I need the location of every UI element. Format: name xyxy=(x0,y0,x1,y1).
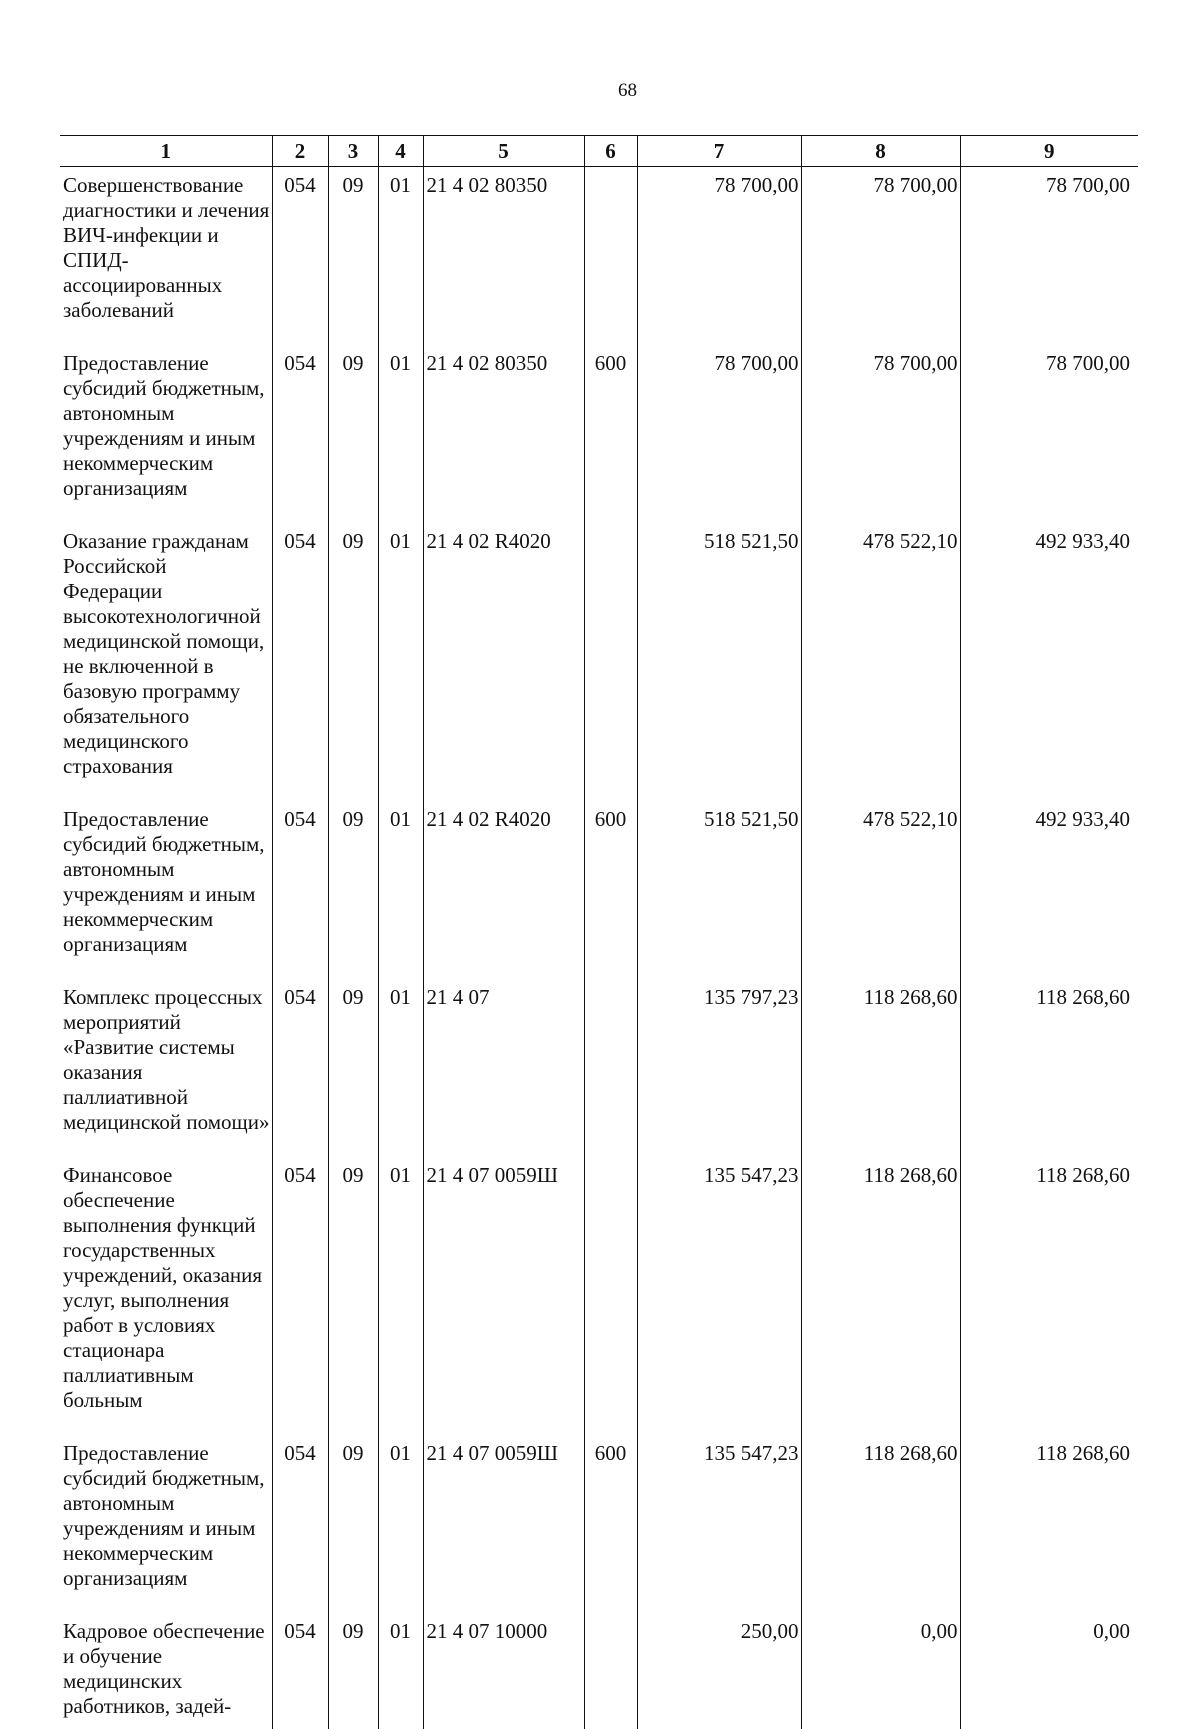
cell-col-8: 478 522,10 xyxy=(801,523,960,801)
cell-col-3: 09 xyxy=(328,1613,378,1729)
cell-col-7: 78 700,00 xyxy=(637,167,801,346)
cell-col-6 xyxy=(584,523,637,801)
cell-col-9: 78 700,00 xyxy=(960,167,1138,346)
cell-col-9: 78 700,00 xyxy=(960,345,1138,523)
header-col-8: 8 xyxy=(801,136,960,167)
cell-col-8: 118 268,60 xyxy=(801,1157,960,1435)
cell-col-6 xyxy=(584,167,637,346)
cell-col-9: 492 933,40 xyxy=(960,523,1138,801)
header-col-4: 4 xyxy=(378,136,423,167)
header-col-7: 7 xyxy=(637,136,801,167)
cell-col-6: 600 xyxy=(584,1435,637,1613)
cell-col-4: 01 xyxy=(378,1435,423,1613)
cell-col-6 xyxy=(584,1613,637,1729)
header-col-2: 2 xyxy=(272,136,328,167)
table-row xyxy=(60,167,1138,346)
cell-col-7: 518 521,50 xyxy=(637,801,801,979)
table-row xyxy=(60,979,1138,1157)
row-name: Оказание гражданам Российской Федерации высокотехнологичной медицинской помощи, не включенной в базовую программу обязательного медицинского страхования xyxy=(63,529,265,778)
cell-col-8: 118 268,60 xyxy=(801,979,960,1157)
row-name: Предоставление субсидий бюджетным, автономным учреждениям и иным некоммерческим организациям xyxy=(63,1441,265,1590)
cell-col-5: 21 4 02 R4020 xyxy=(423,801,584,979)
cell-col-3: 09 xyxy=(328,167,378,346)
cell-col-8: 78 700,00 xyxy=(801,345,960,523)
cell-col-7: 135 797,23 xyxy=(637,979,801,1157)
table-row xyxy=(60,801,1138,979)
cell-col-3: 09 xyxy=(328,345,378,523)
cell-col-8: 78 700,00 xyxy=(801,167,960,346)
cell-col-5: 21 4 07 xyxy=(423,979,584,1157)
cell-col-7: 78 700,00 xyxy=(637,345,801,523)
row-name: Кадровое обеспечение и обучение медицинских работников, задей- xyxy=(63,1619,265,1718)
cell-col-2: 054 xyxy=(272,345,328,523)
header-row xyxy=(60,136,1138,167)
row-name: Комплекс процессных мероприятий «Развитие системы оказания паллиативной медицинской помощи» xyxy=(63,985,270,1134)
cell-col-4: 01 xyxy=(378,979,423,1157)
cell-col-5: 21 4 02 80350 xyxy=(423,167,584,346)
cell-col-2: 054 xyxy=(272,1157,328,1435)
cell-col-9: 118 268,60 xyxy=(960,1157,1138,1435)
cell-col-5: 21 4 07 0059Ш xyxy=(423,1435,584,1613)
cell-col-9: 0,00 xyxy=(960,1613,1138,1729)
cell-col-9: 492 933,40 xyxy=(960,801,1138,979)
cell-col-2: 054 xyxy=(272,801,328,979)
cell-col-8: 0,00 xyxy=(801,1613,960,1729)
cell-col-6: 600 xyxy=(584,345,637,523)
cell-col-6 xyxy=(584,1157,637,1435)
header-col-6: 6 xyxy=(584,136,637,167)
cell-col-4: 01 xyxy=(378,801,423,979)
cell-col-3: 09 xyxy=(328,979,378,1157)
header-col-9: 9 xyxy=(960,136,1138,167)
cell-col-2: 054 xyxy=(272,1435,328,1613)
row-name: Совершенствование диагностики и лечения ВИЧ-инфекции и СПИД-ассоциированных заболеваний xyxy=(63,173,270,322)
cell-col-7: 135 547,23 xyxy=(637,1157,801,1435)
budget-table xyxy=(60,135,1138,1729)
cell-col-3: 09 xyxy=(328,523,378,801)
cell-col-4: 01 xyxy=(378,1157,423,1435)
cell-col-2: 054 xyxy=(272,167,328,346)
table-row xyxy=(60,523,1138,801)
cell-col-2: 054 xyxy=(272,523,328,801)
row-name: Предоставление субсидий бюджетным, автономным учреждениям и иным некоммерческим организациям xyxy=(63,807,265,956)
cell-col-6 xyxy=(584,979,637,1157)
cell-col-7: 518 521,50 xyxy=(637,523,801,801)
cell-col-7: 250,00 xyxy=(637,1613,801,1729)
cell-col-8: 478 522,10 xyxy=(801,801,960,979)
table-row xyxy=(60,1613,1138,1729)
table-row xyxy=(60,1157,1138,1435)
table-row xyxy=(60,1435,1138,1613)
cell-col-3: 09 xyxy=(328,801,378,979)
cell-col-3: 09 xyxy=(328,1435,378,1613)
row-name: Финансовое обеспечение выполнения функций государственных учреждений, оказания услуг, выполнения работ в условиях стационара паллиативным больным xyxy=(63,1163,263,1412)
cell-col-5: 21 4 02 80350 xyxy=(423,345,584,523)
cell-col-2: 054 xyxy=(272,979,328,1157)
cell-col-7: 135 547,23 xyxy=(637,1435,801,1613)
cell-col-8: 118 268,60 xyxy=(801,1435,960,1613)
cell-col-4: 01 xyxy=(378,345,423,523)
header-col-1: 1 xyxy=(60,136,272,167)
cell-col-9: 118 268,60 xyxy=(960,1435,1138,1613)
row-name: Предоставление субсидий бюджетным, автономным учреждениям и иным некоммерческим организациям xyxy=(63,351,265,500)
cell-col-4: 01 xyxy=(378,523,423,801)
cell-col-5: 21 4 02 R4020 xyxy=(423,523,584,801)
cell-col-4: 01 xyxy=(378,167,423,346)
cell-col-5: 21 4 07 10000 xyxy=(423,1613,584,1729)
cell-col-6: 600 xyxy=(584,801,637,979)
cell-col-2: 054 xyxy=(272,1613,328,1729)
header-col-5: 5 xyxy=(423,136,584,167)
cell-col-9: 118 268,60 xyxy=(960,979,1138,1157)
page-number: 68 xyxy=(618,80,637,101)
cell-col-3: 09 xyxy=(328,1157,378,1435)
cell-col-4: 01 xyxy=(378,1613,423,1729)
table-row xyxy=(60,345,1138,523)
header-col-3: 3 xyxy=(328,136,378,167)
cell-col-5: 21 4 07 0059Ш xyxy=(423,1157,584,1435)
